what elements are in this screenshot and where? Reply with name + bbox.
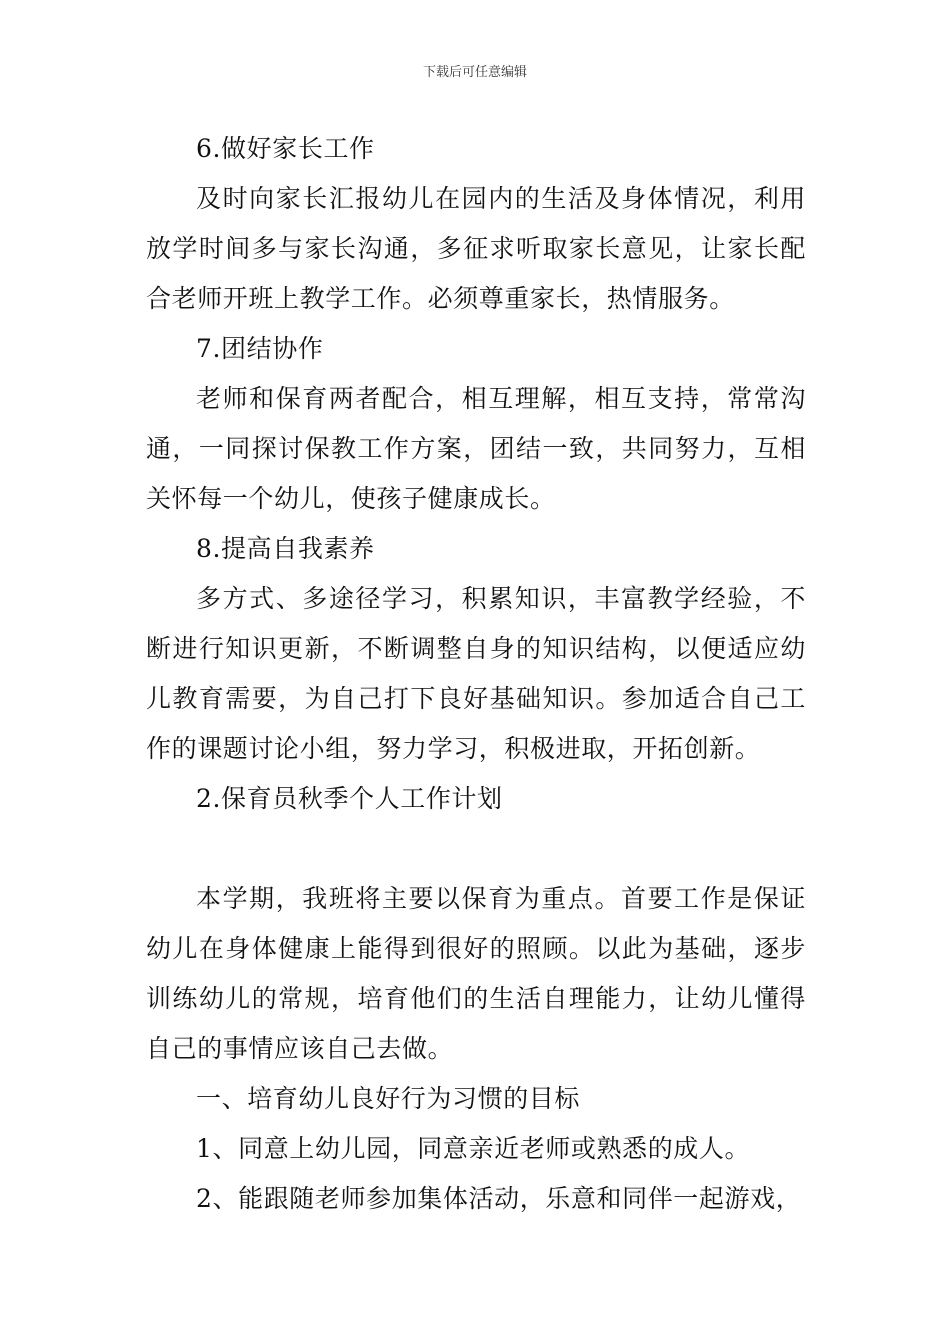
list-item-1: 1、同意上幼儿园，同意亲近老师或熟悉的成人。 bbox=[196, 1134, 751, 1163]
section-heading-parent-work: 6.做好家长工作 bbox=[196, 134, 375, 163]
page-header: 下载后可任意编辑 bbox=[422, 65, 527, 80]
section-heading-habits-goals: 一、培育幼儿良好行为习惯的目标 bbox=[196, 1084, 581, 1113]
paragraph-semester-intro: 本学期，我班将主要以保育为重点。首要工作是保证幼儿在身体健康上能得到很好的照顾。以此为基础，逐步训练幼儿的常规，培育他们的生活自理能力，让幼儿懂得自己的事情应该自己去做。 bbox=[146, 884, 806, 1063]
section-heading-teamwork: 7.团结协作 bbox=[196, 334, 324, 363]
section-heading-autumn-plan: 2.保育员秋季个人工作计划 bbox=[196, 784, 503, 813]
paragraph-parent-work: 及时向家长汇报幼儿在园内的生活及身体情况，利用放学时间多与家长沟通，多征求听取家长意见，让家长配合老师开班上教学工作。必须尊重家长，热情服务。 bbox=[146, 184, 806, 313]
section-heading-self-improvement: 8.提高自我素养 bbox=[196, 534, 375, 563]
paragraph-teamwork: 老师和保育两者配合，相互理解，相互支持，常常沟通，一同探讨保教工作方案，团结一致，共同努力，互相关怀每一个幼儿，使孩子健康成长。 bbox=[146, 384, 806, 513]
document-body bbox=[146, 124, 806, 1224]
blank-line bbox=[146, 824, 806, 874]
list-item-2: 2、能跟随老师参加集体活动，乐意和同伴一起游戏， bbox=[196, 1184, 802, 1213]
paragraph-self-improvement: 多方式、多途径学习，积累知识，丰富教学经验，不断进行知识更新，不断调整自身的知识结构，以便适应幼儿教育需要，为自己打下良好基础知识。参加适合自己工作的课题讨论小组，努力学习，积极进取，开拓创新。 bbox=[146, 584, 806, 763]
